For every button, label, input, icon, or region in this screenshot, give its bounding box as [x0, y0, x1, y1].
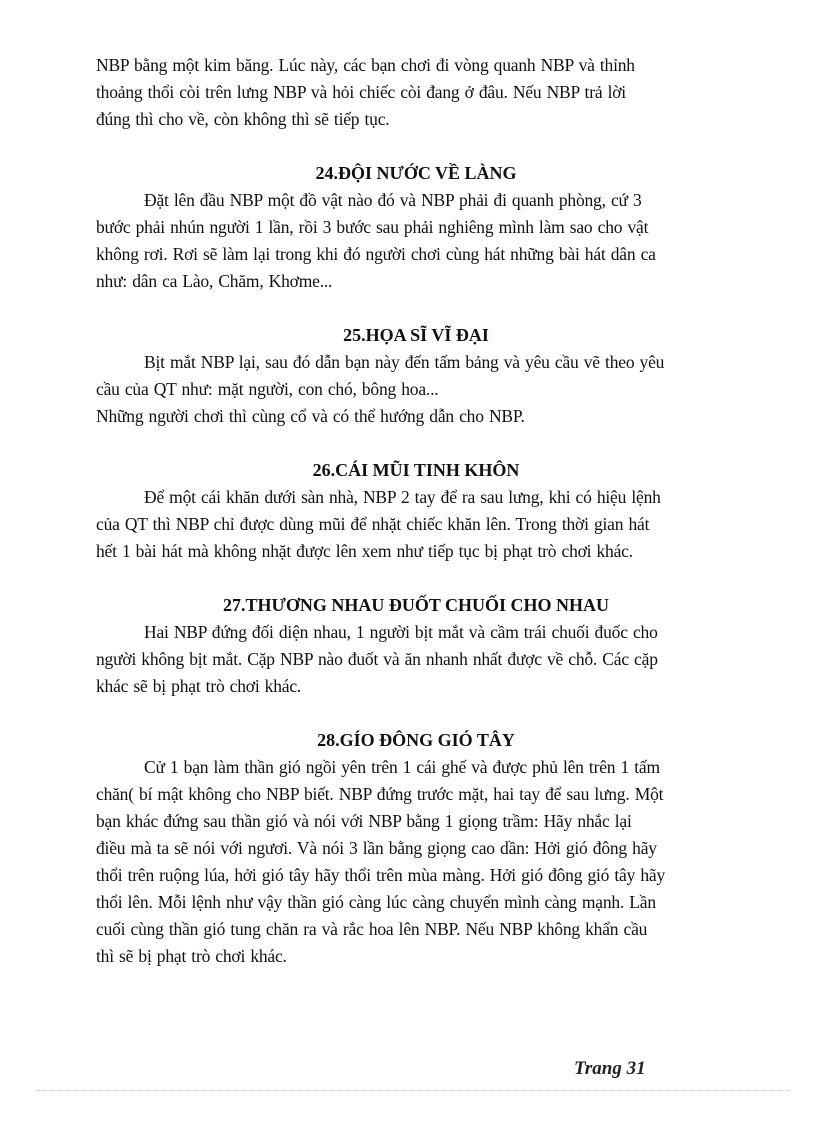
- text-line: thì sẽ bị phạt trò chơi khác.: [96, 946, 287, 966]
- section-26: [96, 457, 736, 565]
- section-25: [96, 322, 736, 430]
- section-heading: 27.THƯƠNG NHAU ĐUỐT CHUỐI CHO NHAU: [222, 595, 609, 615]
- section-28: [96, 727, 736, 970]
- text-line: Cử 1 bạn làm thần gió ngồi yên trên 1 cái ghế và được phủ lên trên 1 tấm: [144, 757, 660, 777]
- text-line: đúng thì cho về, còn không thì sẽ tiếp tục.: [96, 109, 390, 129]
- text-line: không rơi. Rơi sẽ làm lại trong khi đó người chơi cùng hát những bài hát dân ca: [96, 244, 656, 264]
- text-line: Hai NBP đứng đối diện nhau, 1 người bịt mắt và cầm trái chuối đuốc cho: [144, 622, 658, 642]
- document-body: [96, 52, 736, 970]
- text-line: bước phải nhún người 1 lần, rồi 3 bước sau phải nghiêng mình làm sao cho vật: [96, 217, 649, 237]
- text-line: người không bịt mắt. Cặp NBP nào đuốt và ăn nhanh nhất được về chỗ. Các cặp: [96, 649, 658, 669]
- text-line: thoảng thổi còi trên lưng NBP và hỏi chiếc còi đang ở đâu. Nếu NBP trả lời: [96, 82, 626, 102]
- text-line: chăn( bí mật không cho NBP biết. NBP đứng trước mặt, hai tay để sau lưng. Một: [96, 784, 664, 804]
- text-line: cuối cùng thần gió tung chăn ra và rắc hoa lên NBP. Nếu NBP không khẩn cầu: [96, 919, 648, 939]
- section-heading: 28.GÍO ĐÔNG GIÓ TÂY: [317, 730, 515, 750]
- text-line: Để một cái khăn dưới sàn nhà, NBP 2 tay để ra sau lưng, khi có hiệu lệnh: [144, 487, 661, 507]
- section-27: [96, 592, 736, 700]
- text-line: hết 1 bài hát mà không nhặt được lên xem như tiếp tục bị phạt trò chơi khác.: [96, 541, 633, 561]
- text-line: thổi trên ruộng lúa, hởi gió tây hãy thổi trên mùa màng. Hởi gió đông gió tây hãy: [96, 865, 666, 885]
- text-line: như: dân ca Lào, Chăm, Khơme...: [96, 271, 333, 291]
- intro-paragraph: [96, 52, 736, 133]
- section-heading: 25.HỌA SĨ VĨ ĐẠI: [343, 325, 489, 345]
- section-heading: 24.ĐỘI NƯỚC VỀ LÀNG: [315, 163, 517, 183]
- text-line: cầu của QT như: mặt người, con chó, bông hoa...: [96, 379, 439, 399]
- text-line: NBP bằng một kim băng. Lúc này, các bạn chơi đi vòng quanh NBP và thỉnh: [96, 55, 635, 75]
- text-line: bạn khác đứng sau thần gió và nói với NBP bằng 1 giọng trầm: Hãy nhắc lại: [96, 811, 632, 831]
- text-line: Đặt lên đầu NBP một đồ vật nào đó và NBP phải đi quanh phòng, cứ 3: [144, 190, 642, 210]
- footer-divider: [36, 1090, 790, 1091]
- text-line: Những người chơi thì cùng cổ và có thể hướng dẫn cho NBP.: [96, 406, 525, 426]
- text-line: của QT thì NBP chỉ được dùng mũi để nhặt chiếc khăn lên. Trong thời gian hát: [96, 514, 650, 534]
- text-line: thổi lên. Mỗi lệnh như vậy thần gió càng lúc càng chuyển mình càng mạnh. Lần: [96, 892, 656, 912]
- section-24: [96, 160, 736, 295]
- page-number: Trang 31: [574, 1058, 646, 1079]
- text-line: Bịt mắt NBP lại, sau đó dẫn bạn này đến tấm bảng và yêu cầu vẽ theo yêu: [144, 352, 665, 372]
- section-heading: 26.CÁI MŨI TINH KHÔN: [312, 460, 520, 480]
- text-line: khác sẽ bị phạt trò chơi khác.: [96, 676, 302, 696]
- text-line: điều mà ta sẽ nói với ngươi. Và nói 3 lần bằng giọng cao dần: Hởi gió đông hãy: [96, 838, 657, 858]
